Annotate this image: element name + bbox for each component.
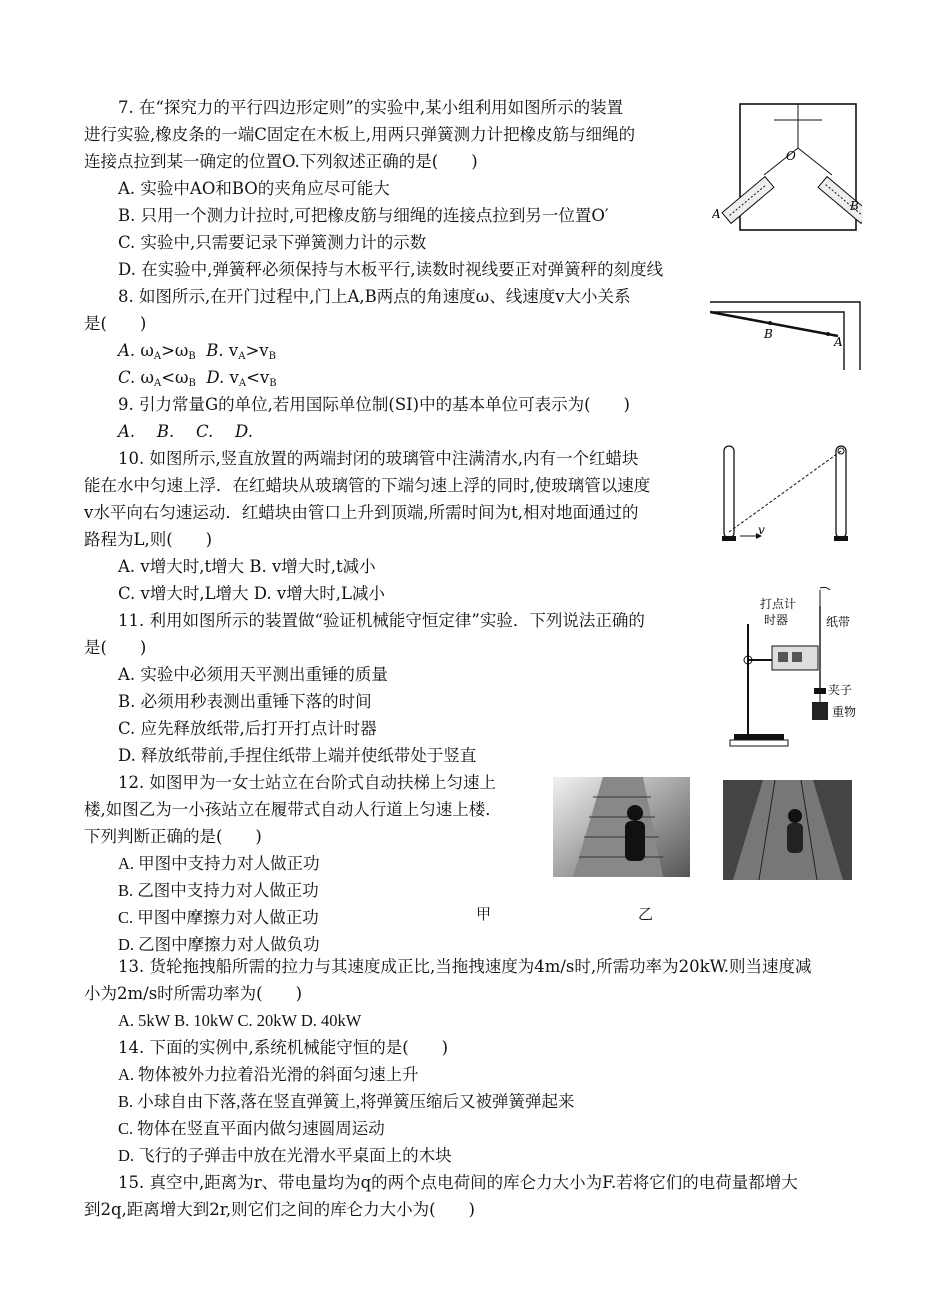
q7-figure (712, 100, 862, 235)
q10-stem-line2: 能在水中匀速上浮．在红蜡块从玻璃管的下端匀速上浮的同时,使玻璃管以速度 (84, 476, 651, 495)
q12-photo-jia (553, 777, 690, 877)
q13-stem-line2: 小为2m/s时所需功率为( ) (84, 984, 303, 1003)
q14-option-b: B. 小球自由下落,落在竖直弹簧上,将弹簧压缩后又被弹簧弹起来 (118, 1092, 575, 1111)
q11-stem-line1: 11. 利用如图所示的装置做“验证机械能守恒定律”实验．下列说法正确的 (118, 611, 645, 630)
q7-option-d: D. 在实验中,弹簧秤必须保持与木板平行,读数时视线要正对弹簧秤的刻度线 (118, 260, 664, 279)
q10-options-cd: C. v增大时,L增大 D. v增大时,L减小 (118, 584, 385, 603)
q8-fig-label-b: B (764, 327, 773, 341)
q10-stem-line4: 路程为L,则( ) (84, 530, 213, 549)
q12-option-d: D. 乙图中摩擦力对人做负功 (118, 935, 320, 954)
q11-option-a: A. 实验中必须用天平测出重锤的质量 (118, 665, 388, 684)
q11-option-c: C. 应先释放纸带,后打开打点计时器 (118, 719, 377, 738)
q7-stem-line1: 7. 在“探究力的平行四边形定则”的实验中,某小组利用如图所示的装置 (118, 98, 624, 117)
q13-options: A. 5kW B. 10kW C. 20kW D. 40kW (118, 1011, 362, 1030)
q11-stem-line2: 是( ) (84, 638, 147, 657)
q14-option-a: A. 物体被外力拉着沿光滑的斜面匀速上升 (118, 1065, 419, 1084)
q13-stem-line1: 13. 货轮拖拽船所需的拉力与其速度成正比,当拖拽速度为4m/s时,所需功率为20kW.则当速度减 (118, 957, 812, 976)
q11-figure (728, 584, 863, 764)
q12-stem-line1: 12. 如图甲为一女士站立在台阶式自动扶梯上匀速上 (118, 773, 496, 792)
q15-stem-line1: 15. 真空中,距离为r、带电量均为q的两个点电荷间的库仑力大小为F.若将它们的电荷量都增大 (118, 1173, 798, 1192)
q8-options-ab: A. $\omega_A>\omega_B$ B. $v_A>v_B$ (118, 341, 276, 362)
q11-fig-label-clip: 夹子 (828, 683, 853, 697)
q10-options-ab: A. v增大时,t增大 B. v增大时,t减小 (118, 557, 376, 576)
q7-option-b: B. 只用一个测力计拉时,可把橡皮筋与细绳的连接点拉到另一位置O′ (118, 206, 609, 225)
q7-stem-line3: 连接点拉到某一确定的位置O.下列叙述正确的是( ) (84, 152, 478, 171)
q10-stem-line1: 10. 如图所示,竖直放置的两端封闭的玻璃管中注满清水,内有一个红蜡块 (118, 449, 639, 468)
q15-stem-line2: 到2q,距离增大到2r,则它们之间的库仑力大小为( ) (84, 1200, 475, 1219)
q8-stem-line2: 是( ) (84, 314, 147, 333)
q11-fig-label-timer1: 打点计 (760, 597, 797, 611)
q11-option-b: B. 必须用秒表测出重锤下落的时间 (118, 692, 372, 711)
q7-fig-label-b: B (850, 199, 859, 213)
q10-stem-line3: v水平向右匀速运动．红蜡块由管口上升到顶端,所需时间为t,相对地面通过的 (84, 503, 639, 522)
q8-figure (710, 294, 870, 374)
q12-stem-line3: 下列判断正确的是( ) (84, 827, 262, 846)
q12-option-a: A. 甲图中支持力对人做正功 (118, 854, 320, 873)
q9-stem: 9. 引力常量G的单位,若用国际单位制(SI)中的基本单位可表示为( ) (118, 395, 630, 414)
q7-option-a: A. 实验中AO和BO的夹角应尽可能大 (118, 179, 390, 198)
q7-fig-label-o: O (786, 149, 796, 163)
q7-fig-label-a: A (712, 207, 721, 221)
q11-fig-label-timer2: 时器 (764, 613, 789, 627)
q12-option-b: B. 乙图中支持力对人做正功 (118, 881, 319, 900)
q10-figure (718, 442, 858, 547)
q8-fig-label-a: A (834, 335, 843, 349)
q14-option-c: C. 物体在竖直平面内做匀速圆周运动 (118, 1119, 385, 1138)
q14-option-d: D. 飞行的子弹击中放在光滑水平桌面上的木块 (118, 1146, 452, 1165)
q12-photo-yi (723, 780, 852, 880)
q12-stem-line2: 楼,如图乙为一小孩站立在履带式自动人行道上匀速上楼． (84, 800, 502, 819)
q10-fig-label-v: v (758, 523, 765, 537)
q14-stem: 14. 下面的实例中,系统机械能守恒的是( ) (118, 1038, 449, 1057)
q7-stem-line2: 进行实验,橡皮条的一端C固定在木板上,用两只弹簧测力计把橡皮筋与细绳的 (84, 125, 636, 144)
q12-caption-jia: 甲 (476, 905, 492, 923)
q8-options-cd: C. $\omega_A<\omega_B$ D. $v_A<v_B$ (118, 368, 277, 389)
q11-fig-label-tape: 纸带 (826, 615, 851, 629)
q9-options: A. B. C. D. (118, 422, 253, 441)
q11-option-d: D. 释放纸带前,手捏住纸带上端并使纸带处于竖直 (118, 746, 477, 765)
q12-caption-yi: 乙 (638, 905, 654, 923)
q7-option-c: C. 实验中,只需要记录下弹簧测力计的示数 (118, 233, 427, 252)
q8-stem-line1: 8. 如图所示,在开门过程中,门上A,B两点的角速度ω、线速度v大小关系 (118, 287, 631, 306)
q11-fig-label-weight: 重物 (832, 705, 857, 719)
q12-option-c: C. 甲图中摩擦力对人做正功 (118, 908, 319, 927)
